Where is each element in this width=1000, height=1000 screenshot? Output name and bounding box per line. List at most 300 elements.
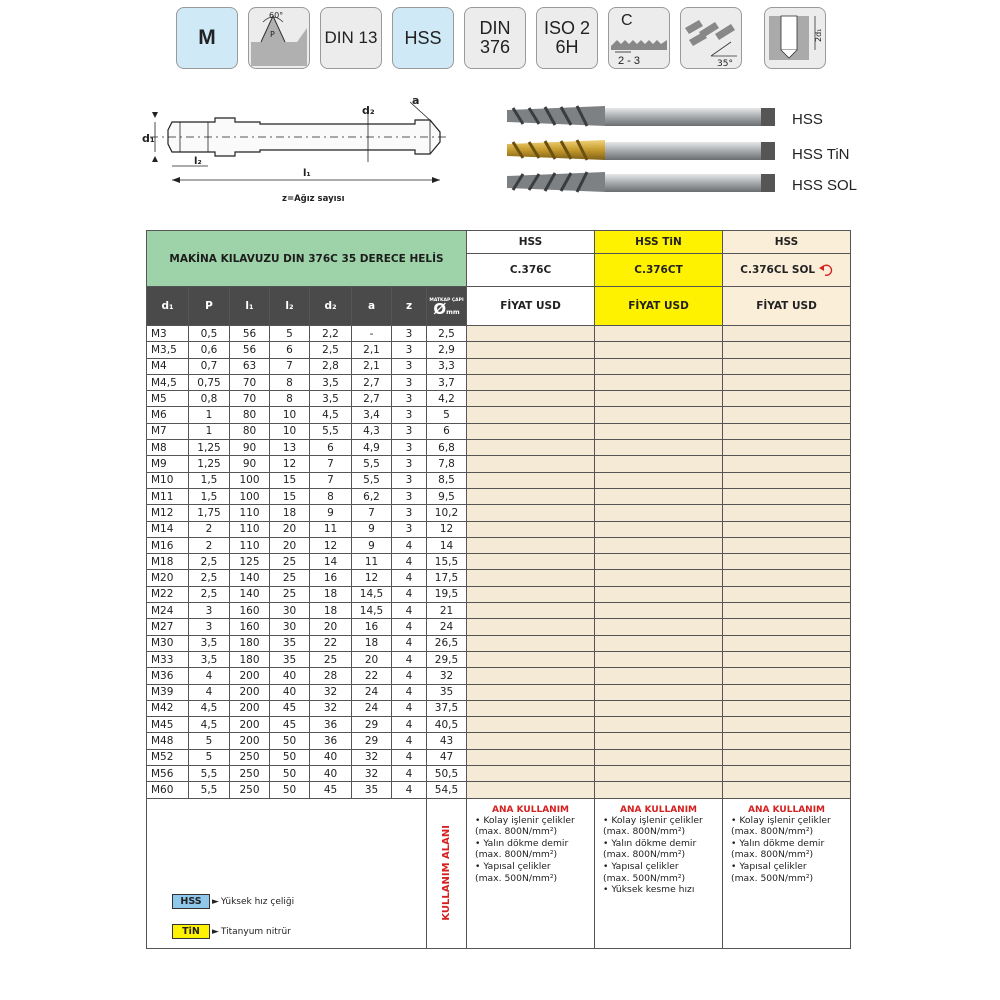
- usage-item: • Yüksek kesme hızı: [603, 884, 695, 896]
- table-cell: M42: [147, 700, 189, 716]
- price-cell[interactable]: [595, 456, 723, 472]
- table-cell: 47: [427, 749, 467, 765]
- table-cell: M22: [147, 586, 189, 602]
- usage-item: • Yalın dökme demir: [731, 837, 825, 849]
- table-cell: 200: [230, 684, 270, 700]
- table-cell: 20: [270, 537, 310, 553]
- table-cell: 8,5: [427, 472, 467, 488]
- price-cell[interactable]: [595, 603, 723, 619]
- hss-material-icon: [392, 7, 454, 69]
- usage-list: [723, 815, 850, 885]
- table-cell: 200: [230, 700, 270, 716]
- table-cell: 125: [230, 554, 270, 570]
- table-cell: 11: [352, 554, 392, 570]
- price-cell[interactable]: [467, 407, 595, 423]
- price-cell[interactable]: [595, 326, 723, 342]
- price-cell[interactable]: [467, 440, 595, 456]
- price-cell[interactable]: [595, 668, 723, 684]
- price-cell[interactable]: [595, 733, 723, 749]
- table-cell: 3: [392, 374, 427, 390]
- price-cell[interactable]: [467, 684, 595, 700]
- table-cell: 32: [352, 766, 392, 782]
- table-cell: 1,75: [189, 505, 230, 521]
- table-cell: 40,5: [427, 717, 467, 733]
- table-cell: 2,5: [189, 570, 230, 586]
- price-cell[interactable]: [595, 521, 723, 537]
- price-cell[interactable]: [595, 440, 723, 456]
- table-cell: 22: [352, 668, 392, 684]
- price-cell[interactable]: [723, 505, 851, 521]
- table-row: [147, 391, 851, 407]
- col-header-p: P: [189, 287, 230, 326]
- price-cell[interactable]: [723, 651, 851, 667]
- price-cell[interactable]: [723, 586, 851, 602]
- table-cell: 3: [392, 326, 427, 342]
- table-cell: 45: [270, 717, 310, 733]
- price-cell[interactable]: [467, 766, 595, 782]
- price-cell[interactable]: [467, 635, 595, 651]
- usage-column-hss-sol: [723, 798, 851, 948]
- table-cell: 4: [392, 749, 427, 765]
- price-cell[interactable]: [723, 488, 851, 504]
- table-row: [147, 651, 851, 667]
- table-cell: 80: [230, 423, 270, 439]
- price-cell[interactable]: [723, 423, 851, 439]
- table-cell: 3: [392, 472, 427, 488]
- table-cell: 140: [230, 586, 270, 602]
- table-cell: 14,5: [352, 603, 392, 619]
- table-row: [147, 684, 851, 700]
- price-cell[interactable]: [467, 374, 595, 390]
- price-cell[interactable]: [595, 537, 723, 553]
- legend-hss: [172, 894, 294, 909]
- table-row: [147, 554, 851, 570]
- table-cell: 160: [230, 619, 270, 635]
- table-cell: 3: [392, 342, 427, 358]
- price-cell[interactable]: [595, 619, 723, 635]
- product-code-hss-sol: [723, 254, 851, 287]
- table-cell: 4: [392, 651, 427, 667]
- table-cell: 32: [427, 668, 467, 684]
- usage-vertical-label: KULLANIM ALANI: [441, 825, 452, 921]
- price-cell[interactable]: [467, 782, 595, 798]
- table-cell: 0,8: [189, 391, 230, 407]
- price-cell[interactable]: [595, 700, 723, 716]
- price-cell[interactable]: [467, 717, 595, 733]
- price-cell[interactable]: [595, 472, 723, 488]
- table-cell: 2,5: [427, 326, 467, 342]
- table-cell: 110: [230, 521, 270, 537]
- table-row: [147, 766, 851, 782]
- table-cell: 5: [189, 733, 230, 749]
- price-cell[interactable]: [467, 358, 595, 374]
- table-cell: 2,7: [352, 374, 392, 390]
- price-cell[interactable]: [723, 374, 851, 390]
- price-cell[interactable]: [467, 537, 595, 553]
- table-cell: 2,1: [352, 358, 392, 374]
- table-cell: 24: [352, 700, 392, 716]
- table-cell: 3: [392, 440, 427, 456]
- table-cell: 110: [230, 505, 270, 521]
- price-cell[interactable]: [467, 570, 595, 586]
- table-cell: 3: [392, 358, 427, 374]
- usage-item: • Yapısal çelikler: [475, 860, 551, 872]
- table-row: [147, 374, 851, 390]
- table-cell: 200: [230, 717, 270, 733]
- price-cell[interactable]: [595, 586, 723, 602]
- table-cell: 4: [392, 782, 427, 798]
- table-cell: M48: [147, 733, 189, 749]
- table-cell: 8: [310, 488, 352, 504]
- table-cell: 250: [230, 749, 270, 765]
- price-cell[interactable]: [595, 782, 723, 798]
- tool-images: [505, 100, 780, 200]
- price-cell[interactable]: [467, 733, 595, 749]
- table-cell: 4: [392, 537, 427, 553]
- d1-label: d₁: [142, 132, 155, 145]
- group-header-hss-sol: HSS: [723, 231, 851, 254]
- table-cell: 4,2: [427, 391, 467, 407]
- table-cell: 28: [310, 668, 352, 684]
- legend-tin: [172, 924, 291, 939]
- usage-item: • Yapısal çelikler: [731, 860, 807, 872]
- group-header-hss-tin: HSS TiN: [595, 231, 723, 254]
- table-cell: 0,6: [189, 342, 230, 358]
- table-cell: 200: [230, 733, 270, 749]
- table-cell: 50,5: [427, 766, 467, 782]
- table-cell: 3: [392, 423, 427, 439]
- price-cell[interactable]: [595, 635, 723, 651]
- table-cell: 14,5: [352, 586, 392, 602]
- table-cell: 17,5: [427, 570, 467, 586]
- table-cell: 7: [270, 358, 310, 374]
- table-cell: 4: [392, 733, 427, 749]
- price-cell[interactable]: [467, 391, 595, 407]
- table-row: [147, 342, 851, 358]
- price-cell[interactable]: [595, 423, 723, 439]
- table-cell: 80: [230, 407, 270, 423]
- table-cell: 4,5: [310, 407, 352, 423]
- table-cell: 0,75: [189, 374, 230, 390]
- table-cell: 26,5: [427, 635, 467, 651]
- table-cell: M7: [147, 423, 189, 439]
- table-cell: 15: [270, 488, 310, 504]
- table-cell: 3: [392, 407, 427, 423]
- price-cell[interactable]: [467, 603, 595, 619]
- table-cell: 9: [352, 521, 392, 537]
- table-cell: 15,5: [427, 554, 467, 570]
- drill-header-text: MATKAP ÇAPI: [429, 297, 464, 303]
- table-row: [147, 782, 851, 798]
- price-cell[interactable]: [467, 423, 595, 439]
- group-header-hss: HSS: [467, 231, 595, 254]
- table-cell: 29: [352, 717, 392, 733]
- table-cell: M11: [147, 488, 189, 504]
- iso-line1: ISO 2: [543, 18, 591, 39]
- price-cell[interactable]: [595, 766, 723, 782]
- price-cell[interactable]: [467, 342, 595, 358]
- table-cell: 1,25: [189, 456, 230, 472]
- table-cell: 54,5: [427, 782, 467, 798]
- table-body: [147, 326, 851, 799]
- col-header-d2: d₂: [310, 287, 352, 326]
- hss-tool-image: [507, 106, 775, 126]
- tap-dimension-drawing: [140, 92, 460, 210]
- table-row: [147, 423, 851, 439]
- price-cell[interactable]: [467, 326, 595, 342]
- table-cell: 12: [310, 537, 352, 553]
- table-cell: 20: [352, 651, 392, 667]
- table-cell: 1: [189, 407, 230, 423]
- table-cell: 0,7: [189, 358, 230, 374]
- chamfer-range-text: 2 - 3: [618, 55, 641, 67]
- table-cell: 7: [310, 472, 352, 488]
- table-cell: -: [352, 326, 392, 342]
- table-cell: 14: [427, 537, 467, 553]
- table-cell: 40: [270, 668, 310, 684]
- din376-line2: 376: [479, 37, 511, 57]
- table-cell: 5,5: [189, 782, 230, 798]
- table-cell: 16: [310, 570, 352, 586]
- usage-item: (max. 800N/mm²): [731, 849, 814, 861]
- table-cell: 4: [189, 668, 230, 684]
- table-cell: 3: [392, 391, 427, 407]
- price-cell[interactable]: [723, 717, 851, 733]
- table-cell: 7,8: [427, 456, 467, 472]
- table-cell: 10: [270, 423, 310, 439]
- hss-tin-tool-image: [507, 140, 775, 160]
- price-cell[interactable]: [595, 651, 723, 667]
- price-cell[interactable]: [723, 407, 851, 423]
- table-cell: 45: [310, 782, 352, 798]
- table-row: [147, 505, 851, 521]
- price-cell[interactable]: [595, 391, 723, 407]
- table-cell: 9: [352, 537, 392, 553]
- table-cell: 40: [310, 749, 352, 765]
- table-row: [147, 440, 851, 456]
- usage-list: [467, 815, 594, 885]
- product-code-hss-sol-text: C.376CL SOL: [740, 264, 816, 276]
- legend-chip-tin: TiN: [172, 924, 210, 939]
- price-cell[interactable]: [723, 472, 851, 488]
- table-cell: M27: [147, 619, 189, 635]
- table-cell: 25: [270, 570, 310, 586]
- table-cell: M8: [147, 440, 189, 456]
- table-row: [147, 586, 851, 602]
- price-cell[interactable]: [723, 684, 851, 700]
- table-cell: 3,5: [189, 651, 230, 667]
- table-cell: 2: [189, 537, 230, 553]
- table-cell: 6: [427, 423, 467, 439]
- table-cell: 2,9: [427, 342, 467, 358]
- spiral-flute-icon: [680, 7, 742, 69]
- din13-label: DIN 13: [324, 28, 378, 48]
- table-cell: 200: [230, 668, 270, 684]
- table-cell: 3,7: [427, 374, 467, 390]
- table-cell: 22: [310, 635, 352, 651]
- price-cell[interactable]: [467, 554, 595, 570]
- price-cell[interactable]: [723, 342, 851, 358]
- chamfer-form-icon: [608, 7, 670, 69]
- price-cell[interactable]: [467, 472, 595, 488]
- price-cell[interactable]: [723, 635, 851, 651]
- table-cell: M60: [147, 782, 189, 798]
- price-cell[interactable]: [595, 570, 723, 586]
- table-row: [147, 749, 851, 765]
- usage-item: (max. 800N/mm²): [475, 826, 558, 838]
- table-row: [147, 358, 851, 374]
- table-cell: 5,5: [352, 472, 392, 488]
- table-cell: 4: [392, 603, 427, 619]
- table-cell: 2,5: [189, 554, 230, 570]
- din376-line1: DIN: [479, 18, 511, 39]
- price-cell[interactable]: [467, 505, 595, 521]
- price-cell[interactable]: [723, 766, 851, 782]
- table-row: [147, 521, 851, 537]
- din13-icon: [320, 7, 382, 69]
- table-cell: 70: [230, 374, 270, 390]
- tool-label-hss-tin: HSS TiN: [792, 146, 850, 163]
- table-cell: 4: [392, 668, 427, 684]
- table-cell: 4,9: [352, 440, 392, 456]
- price-cell[interactable]: [467, 456, 595, 472]
- price-cell[interactable]: [723, 391, 851, 407]
- table-cell: 18: [270, 505, 310, 521]
- table-cell: 90: [230, 456, 270, 472]
- price-cell[interactable]: [723, 733, 851, 749]
- hss-material-label: HSS: [404, 27, 442, 48]
- table-cell: 35: [270, 635, 310, 651]
- price-cell[interactable]: [467, 586, 595, 602]
- metric-thread-icon: [176, 7, 238, 69]
- table-cell: 50: [270, 749, 310, 765]
- l1-label: l₁: [303, 168, 311, 179]
- table-cell: M14: [147, 521, 189, 537]
- table-cell: 2,8: [310, 358, 352, 374]
- table-cell: 4: [189, 684, 230, 700]
- table-cell: 25: [310, 651, 352, 667]
- table-cell: 3: [392, 488, 427, 504]
- price-cell[interactable]: [723, 668, 851, 684]
- table-cell: 4: [392, 717, 427, 733]
- price-cell[interactable]: [467, 700, 595, 716]
- table-cell: 4: [392, 700, 427, 716]
- table-cell: 25: [270, 554, 310, 570]
- price-cell[interactable]: [467, 521, 595, 537]
- price-cell[interactable]: [467, 668, 595, 684]
- price-cell[interactable]: [723, 326, 851, 342]
- price-cell[interactable]: [595, 717, 723, 733]
- usage-item: (max. 800N/mm²): [603, 849, 686, 861]
- table-cell: 4,5: [189, 717, 230, 733]
- price-cell[interactable]: [723, 358, 851, 374]
- usage-item: • Yalın dökme demir: [475, 837, 569, 849]
- price-cell[interactable]: [595, 684, 723, 700]
- thread-profile-icon: [248, 7, 310, 69]
- price-cell[interactable]: [595, 358, 723, 374]
- table-cell: 35: [352, 782, 392, 798]
- table-cell: 40: [310, 766, 352, 782]
- price-cell[interactable]: [595, 342, 723, 358]
- table-cell: 24: [427, 619, 467, 635]
- table-cell: 4: [392, 554, 427, 570]
- price-cell[interactable]: [595, 505, 723, 521]
- price-cell[interactable]: [467, 488, 595, 504]
- table-cell: 6: [310, 440, 352, 456]
- price-cell[interactable]: [723, 456, 851, 472]
- table-cell: 180: [230, 635, 270, 651]
- table-row: [147, 456, 851, 472]
- price-cell[interactable]: [723, 700, 851, 716]
- price-cell[interactable]: [467, 619, 595, 635]
- price-cell[interactable]: [595, 554, 723, 570]
- price-cell[interactable]: [723, 619, 851, 635]
- table-cell: M24: [147, 603, 189, 619]
- usage-item: (max. 800N/mm²): [603, 826, 686, 838]
- price-cell[interactable]: [595, 407, 723, 423]
- table-cell: M56: [147, 766, 189, 782]
- table-cell: M30: [147, 635, 189, 651]
- price-cell[interactable]: [595, 488, 723, 504]
- table-cell: 2,2: [310, 326, 352, 342]
- table-cell: M3,5: [147, 342, 189, 358]
- table-title: MAKİNA KILAVUZU DIN 376C 35 DERECE HELİS: [147, 231, 467, 287]
- price-cell[interactable]: [467, 749, 595, 765]
- table-cell: 3,5: [310, 391, 352, 407]
- table-cell: 3,5: [189, 635, 230, 651]
- price-cell[interactable]: [723, 537, 851, 553]
- table-cell: 4,3: [352, 423, 392, 439]
- table-cell: 4: [392, 570, 427, 586]
- price-cell[interactable]: [723, 603, 851, 619]
- table-cell: 5,5: [310, 423, 352, 439]
- price-cell[interactable]: [723, 554, 851, 570]
- usage-vertical-cell: [427, 798, 467, 948]
- price-cell[interactable]: [723, 521, 851, 537]
- usage-item: (max. 500N/mm²): [731, 872, 814, 884]
- price-cell[interactable]: [595, 374, 723, 390]
- table-cell: 20: [270, 521, 310, 537]
- table-cell: 50: [270, 766, 310, 782]
- table-cell: 63: [230, 358, 270, 374]
- table-cell: 9,5: [427, 488, 467, 504]
- table-cell: 35: [427, 684, 467, 700]
- table-row: [147, 407, 851, 423]
- table-cell: 3: [392, 505, 427, 521]
- table-cell: 180: [230, 651, 270, 667]
- product-code-hss-tin: C.376CT: [595, 254, 723, 287]
- col-header-drill: [427, 287, 467, 326]
- price-cell[interactable]: [595, 749, 723, 765]
- table-cell: 10,2: [427, 505, 467, 521]
- price-cell[interactable]: [723, 749, 851, 765]
- price-cell[interactable]: [723, 782, 851, 798]
- price-cell[interactable]: [467, 651, 595, 667]
- table-cell: 24: [352, 684, 392, 700]
- table-cell: M10: [147, 472, 189, 488]
- table-cell: 160: [230, 603, 270, 619]
- table-cell: 3,3: [427, 358, 467, 374]
- table-row: [147, 326, 851, 342]
- usage-item: • Kolay işlenir çelikler: [603, 814, 703, 826]
- table-cell: 12: [352, 570, 392, 586]
- price-cell[interactable]: [723, 570, 851, 586]
- price-cell[interactable]: [723, 440, 851, 456]
- table-cell: 21: [427, 603, 467, 619]
- table-row: [147, 717, 851, 733]
- table-cell: M6: [147, 407, 189, 423]
- table-cell: M4: [147, 358, 189, 374]
